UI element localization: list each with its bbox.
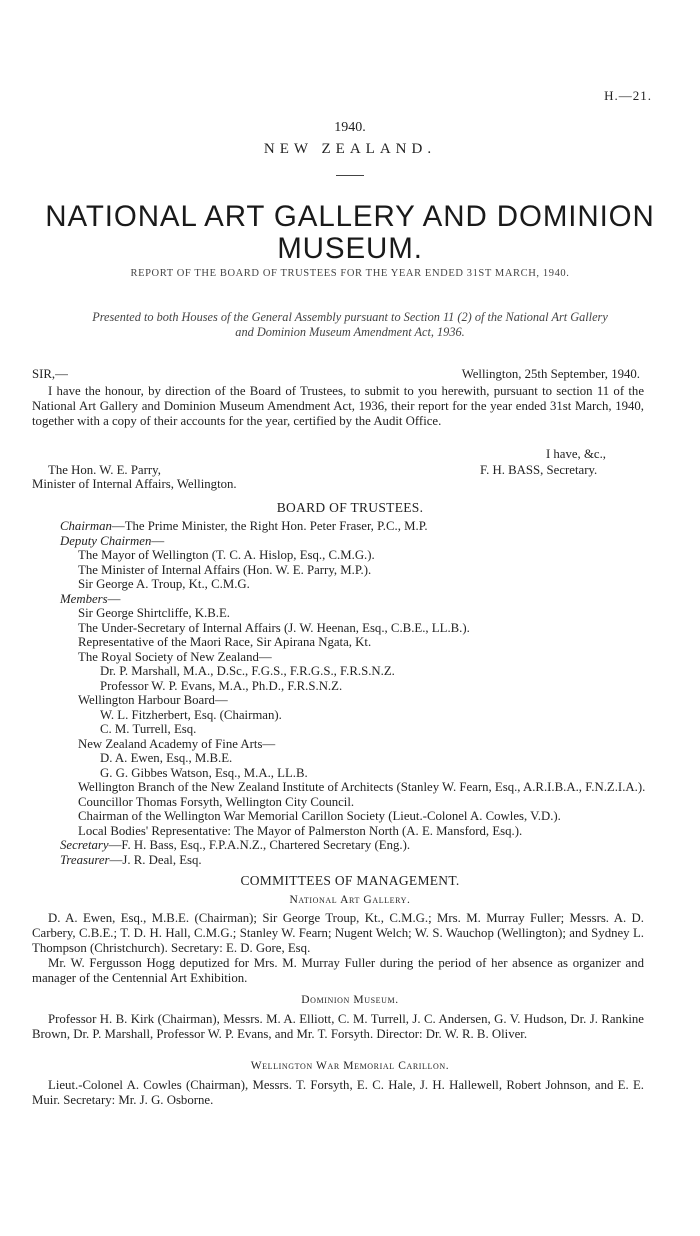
list-item: Chairman of the Wellington War Memorial Carillon Society (Lieut.-Colonel A. Cowles, V.D.). xyxy=(78,809,561,823)
list-item: The Minister of Internal Affairs (Hon. W. E. Parry, M.P.). xyxy=(78,562,372,577)
place-date: Wellington, 25th September, 1940. xyxy=(461,367,640,381)
list-item-text: Wellington Branch of the New Zealand Institute of Architects (Stanley W. Fearn, Esq., A.R.I.B.A., F.N.Z.I.A.). xyxy=(78,780,646,794)
document-title-line2: MUSEUM. xyxy=(277,232,423,265)
gallery-heading: National Art Gallery. xyxy=(289,894,411,906)
board-list xyxy=(60,519,680,867)
list-item: The Mayor of Wellington (T. C. A. Hislop, Esq., C.M.G.). xyxy=(78,548,375,562)
list-item: Sir George Shirtcliffe, K.B.E. xyxy=(78,606,231,620)
board-heading: BOARD OF TRUSTEES. xyxy=(276,500,424,515)
list-item: Sir George A. Troup, Kt., C.M.G. xyxy=(78,577,250,591)
report-subtitle: REPORT OF THE BOARD OF TRUSTEES FOR THE YEAR ENDED 31ST MARCH, 1940. xyxy=(130,268,570,279)
list-item: W. L. Fitzherbert, Esq. (Chairman). xyxy=(100,707,282,722)
list-item: New Zealand Academy of Fine Arts— xyxy=(78,736,276,751)
list-item: The Under-Secretary of Internal Affairs (J. W. Heenan, Esq., C.B.E., LL.B.). xyxy=(78,620,470,635)
signature: F. H. BASS, Secretary. xyxy=(480,463,598,477)
closing: I have, &c., xyxy=(545,447,606,461)
gallery-note: Mr. W. Fergusson Hogg deputized for Mrs. M. Murray Fuller during the period of her absence as organizer and manager of the Centennial Art Exhibition. xyxy=(32,956,644,985)
page-reference: H.—21. xyxy=(604,88,652,103)
list-item: Professor W. P. Evans, M.A., Ph.D., F.R.S.N.Z. xyxy=(100,678,343,693)
letter-body xyxy=(32,384,644,429)
presentation-note-line1: Presented to both Houses of the General Assembly pursuant to Section 11 (2) of the National Art Gallery xyxy=(92,310,608,324)
document-title: NATIONAL ART GALLERY AND DOMINION xyxy=(45,200,655,233)
museum-committee xyxy=(32,1012,644,1042)
list-item: G. G. Gibbes Watson, Esq., M.A., LL.B. xyxy=(100,765,308,780)
list-item: Councillor Thomas Forsyth, Wellington City Council. xyxy=(78,794,355,809)
carillon-committee xyxy=(32,1078,644,1108)
salutation: SIR,— xyxy=(32,367,68,381)
presentation-note-line2: and Dominion Museum Amendment Act, 1936. xyxy=(235,325,465,339)
gallery-members: D. A. Ewen, Esq., M.B.E. (Chairman); Sir George Troup, Kt., C.M.G.; Mrs. M. Murray Fuller; Messrs. A. D. Carbery, C.B.E.; T. D. H. Hall, C.M.G.; Stanley W. Fearn; Nugent Welch; W. S. Wauchop (Wellington); and Sydney L. Thompson (Christchurch). Secretary: E. D. Gore, Esq. xyxy=(32,911,644,955)
list-item: Dr. P. Marshall, M.A., D.Sc., F.G.S., F.R.G.S., F.R.S.N.Z. xyxy=(100,664,395,678)
list-item: Wellington Harbour Board— xyxy=(78,693,228,707)
board-chairman: Chairman—The Prime Minister, the Right Hon. Peter Fraser, P.C., M.P. xyxy=(60,519,428,533)
letter-body-text: I have the honour, by direction of the Board of Trustees, to submit to you herewith, pursuant to section 11 of the National Art Gallery and Dominion Museum Amendment Act, 1936, their report for the year ended 31st March, 1940, together with a copy of their accounts for the year, certified by the Audit Office. xyxy=(32,384,644,428)
board-members-heading: Members— xyxy=(60,591,121,606)
gallery-committee xyxy=(32,911,644,986)
rule xyxy=(336,175,364,176)
list-item xyxy=(60,780,680,795)
carillon-members: Lieut.-Colonel A. Cowles (Chairman), Messrs. T. Forsyth, E. C. Hale, J. H. Hallewell, Robert Johnson, and E. E. Muir. Secretary: Mr. J. G. Osborne. xyxy=(32,1078,644,1107)
list-item: Local Bodies' Representative: The Mayor of Palmerston North (A. E. Mansford, Esq.). xyxy=(78,823,523,838)
list-item: D. A. Ewen, Esq., M.B.E. xyxy=(100,751,233,765)
country: NEW ZEALAND. xyxy=(263,141,437,157)
addressee-name: The Hon. W. E. Parry, xyxy=(48,463,161,477)
carillon-heading: Wellington War Memorial Carillon. xyxy=(250,1060,450,1072)
list-item: Representative of the Maori Race, Sir Apirana Ngata, Kt. xyxy=(78,635,372,649)
list-item: The Royal Society of New Zealand— xyxy=(78,649,272,664)
board-secretary: Secretary—F. H. Bass, Esq., F.P.A.N.Z., Chartered Secretary (Eng.). xyxy=(60,838,411,852)
year: 1940. xyxy=(334,120,366,135)
list-item: C. M. Turrell, Esq. xyxy=(100,722,197,736)
committees-heading: COMMITTEES OF MANAGEMENT. xyxy=(240,873,460,888)
board-treasurer: Treasurer—J. R. Deal, Esq. xyxy=(60,852,202,867)
museum-heading: Dominion Museum. xyxy=(301,994,399,1006)
board-deputy-heading: Deputy Chairmen— xyxy=(60,533,165,548)
museum-members: Professor H. B. Kirk (Chairman), Messrs. M. A. Elliott, C. M. Turrell, J. C. Andersen, G. V. Hudson, Dr. J. Rankine Brown, Dr. P. Marshall, Professor W. P. Evans, and Mr. T. Forsyth. Director: Dr. W. R. B. Oliver. xyxy=(32,1012,644,1041)
addressee-title: Minister of Internal Affairs, Wellington. xyxy=(32,477,237,491)
